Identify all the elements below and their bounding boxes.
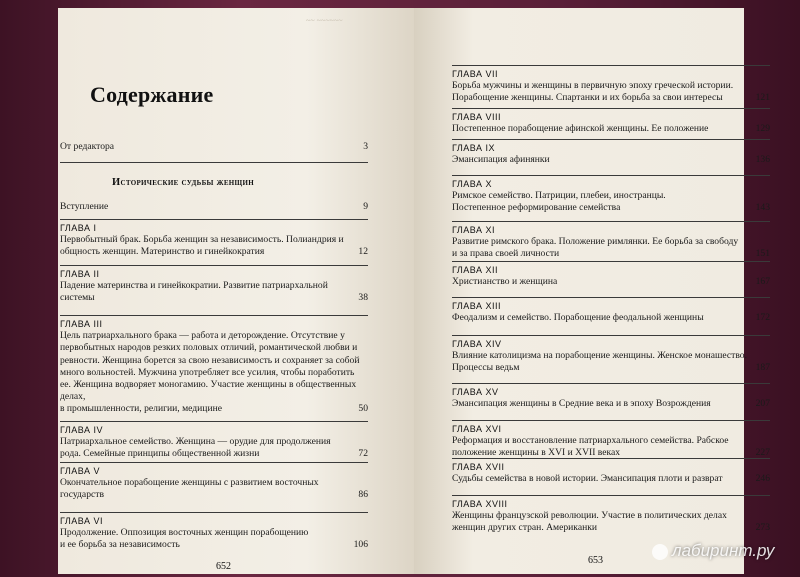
page-ref: 129	[755, 123, 770, 135]
page-ref: 86	[358, 489, 368, 501]
divider	[452, 65, 770, 66]
divider	[60, 421, 368, 422]
chapter-label: ГЛАВА XVII	[452, 462, 505, 472]
divider	[452, 221, 770, 222]
chapter-title-line: и ее борьба за независимость	[60, 539, 180, 551]
divider	[60, 512, 368, 513]
page-number-left: 652	[216, 561, 231, 572]
toc-chapter-entry[interactable]	[452, 224, 770, 261]
page-ref: 38	[358, 292, 368, 304]
page-ref: 136	[755, 154, 770, 166]
chapter-label: ГЛАВА VI	[60, 516, 103, 526]
chapter-title-line: Порабощение женщины. Спартанки и их борьба за свои интересы	[452, 92, 723, 104]
divider	[60, 265, 368, 266]
chapter-title-line: Борьба мужчины и женщины в первичную эпоху греческой истории.	[452, 80, 734, 92]
chapter-title-line: системы	[60, 292, 95, 304]
chapter-title-line: Реформация и восстановление патриархального семейства. Рабское	[452, 435, 729, 447]
page-ref: 167	[755, 276, 770, 288]
toc-chapter-entry[interactable]	[452, 142, 770, 166]
chapter-title-line: ее. Женщина водворяет моногамию. Участие женщины в общественных	[60, 379, 357, 391]
toc-chapter-entry[interactable]	[452, 178, 770, 215]
page-ref: 50	[358, 403, 368, 415]
chapter-title-line: ревности. Женщина борется за свою независимость и сохраняет за собой	[60, 354, 360, 366]
chapter-label: ГЛАВА XIII	[452, 301, 501, 311]
divider	[452, 420, 770, 421]
watermark: лабиринт.ру	[672, 541, 775, 560]
chapter-title-line: Процессы ведьм	[452, 362, 520, 374]
chapter-title-line: Женщины французской революции. Участие в политических делах	[452, 510, 727, 522]
page-ref: 143	[755, 202, 770, 214]
page-ref: 273	[755, 522, 770, 534]
labirint-logo-icon	[652, 544, 668, 560]
divider	[60, 315, 368, 316]
page-ref: 187	[755, 362, 770, 374]
page-ref: 172	[755, 312, 770, 324]
chapter-title-line: Первобытный брак. Борьба женщин за независимость. Полиандрия и	[60, 234, 344, 246]
chapter-title-line: рода. Семейные принципы общественной жизни	[60, 448, 260, 460]
chapter-title-line: Окончательное порабощение женщины с развитием восточных	[60, 477, 319, 489]
chapter-title-line: Падение материнства и гинейкократии. Развитие патриархальной	[60, 280, 328, 292]
chapter-label: ГЛАВА I	[60, 223, 97, 233]
chapter-title-line: Продолжение. Оппозиция восточных женщин порабощению	[60, 527, 309, 539]
chapter-title-line: Судьбы семейства в новой истории. Эмансипация плоти и разврат	[452, 473, 723, 485]
chapter-title-line: Цель патриархального брака — работа и деторождение. Отсутствие у	[60, 330, 345, 342]
entry-text: Вступление	[60, 201, 109, 212]
chapter-label: ГЛАВА XII	[452, 265, 498, 275]
chapter-title-line: Развитие римского брака. Положение римлянки. Ее борьба за свободу	[452, 236, 739, 248]
toc-chapter-entry[interactable]	[60, 318, 368, 416]
divider	[60, 162, 368, 163]
toc-chapter-entry[interactable]	[452, 111, 770, 135]
toc-chapter-entry[interactable]	[60, 268, 368, 305]
chapter-title-line: государств	[60, 489, 104, 501]
toc-chapter-entry[interactable]	[452, 461, 770, 485]
page-ref: 12	[358, 246, 368, 258]
divider	[452, 108, 770, 109]
divider	[452, 383, 770, 384]
chapter-label: ГЛАВА XV	[452, 387, 499, 397]
toc-chapter-entry[interactable]	[452, 423, 770, 460]
chapter-title-line: делах,	[60, 391, 86, 403]
chapter-label: ГЛАВА XI	[452, 225, 495, 235]
chapter-label: ГЛАВА IV	[60, 425, 103, 435]
page-title: Содержание	[90, 82, 214, 107]
chapter-title-line: общность женщин. Материнство и гинейкократия	[60, 246, 265, 258]
chapter-title-line: Римское семейство. Патриции, плебеи, иностранцы.	[452, 190, 666, 202]
page-ref: 207	[755, 398, 770, 410]
chapter-label: ГЛАВА XIV	[452, 339, 502, 349]
chapter-title-line: много вольностей. Мужчина употребляет все усилия, чтобы поработить	[60, 366, 355, 378]
divider	[452, 139, 770, 140]
chapter-title-line: в промышленности, религии, медицине	[60, 403, 222, 415]
chapter-label: ГЛАВА XVI	[452, 424, 502, 434]
toc-chapter-entry[interactable]	[452, 264, 770, 288]
divider	[452, 458, 770, 459]
page-ref: 246	[755, 473, 770, 485]
chapter-title-line: Христианство и женщина	[452, 276, 558, 288]
chapter-label: ГЛАВА V	[60, 466, 100, 476]
page-ref: 106	[353, 539, 368, 551]
chapter-title-line: первобытных народов резких половых отличий, романтической любви и	[60, 342, 358, 354]
divider	[452, 335, 770, 336]
page-ref: 72	[358, 448, 368, 460]
page-number-right: 653	[588, 555, 603, 566]
toc-chapter-entry[interactable]	[60, 465, 368, 502]
chapter-title-line: женщин других стран. Американки	[452, 522, 598, 534]
chapter-title-line: Эмансипация афинянки	[452, 154, 550, 166]
toc-chapter-entry[interactable]	[452, 68, 770, 105]
toc-chapter-entry[interactable]	[60, 515, 368, 552]
chapter-title-line: и за права своей личности	[452, 248, 560, 260]
chapter-title-line: положение женщины в XVI и XVII веках	[452, 447, 621, 459]
toc-chapter-entry[interactable]	[60, 424, 368, 461]
chapter-label: ГЛАВА II	[60, 269, 100, 279]
toc-chapter-entry[interactable]	[452, 498, 770, 535]
toc-chapter-entry[interactable]	[452, 338, 770, 375]
chapter-title-line: Влияние католицизма на порабощение женщины. Женское монашество.	[452, 350, 748, 362]
entry-text: От редактора	[60, 141, 115, 152]
toc-entry-editor[interactable]	[60, 141, 368, 153]
chapter-label: ГЛАВА VII	[452, 69, 498, 79]
toc-chapter-entry[interactable]	[452, 300, 770, 324]
toc-chapter-entry[interactable]	[452, 386, 770, 410]
chapter-title-line: Патриархальное семейство. Женщина — орудие для продолжения	[60, 436, 331, 448]
divider	[452, 261, 770, 262]
page-ref: 121	[755, 92, 770, 104]
divider	[452, 495, 770, 496]
divider	[60, 462, 368, 463]
toc-entry-intro[interactable]	[60, 201, 368, 213]
page-ref: 151	[755, 248, 770, 260]
chapter-label: ГЛАВА III	[60, 319, 103, 329]
chapter-title-line: Постепенное порабощение афинской женщины. Ее положение	[452, 123, 709, 135]
chapter-label: ГЛАВА X	[452, 179, 492, 189]
divider	[452, 297, 770, 298]
chapter-label: ГЛАВА IX	[452, 143, 495, 153]
chapter-title-line: Постепенное реформирование семейства	[452, 202, 621, 214]
chapter-title-line: Феодализм и семейство. Порабощение феодальной женщины	[452, 312, 704, 324]
chapter-label: ГЛАВА VIII	[452, 112, 501, 122]
page-ref: 3	[363, 141, 368, 152]
divider	[60, 219, 368, 220]
bleed-text: ~~ ~~~~~~	[306, 16, 343, 25]
toc-chapter-entry[interactable]	[60, 222, 368, 259]
divider	[452, 175, 770, 176]
page-ref: 9	[363, 201, 368, 212]
chapter-label: ГЛАВА XVIII	[452, 499, 508, 509]
chapter-title-line: Эмансипация женщины в Средние века и в эпоху Возрождения	[452, 398, 711, 410]
section-heading: Исторические судьбы женщин	[112, 177, 255, 188]
page-ref: 227	[755, 447, 770, 459]
